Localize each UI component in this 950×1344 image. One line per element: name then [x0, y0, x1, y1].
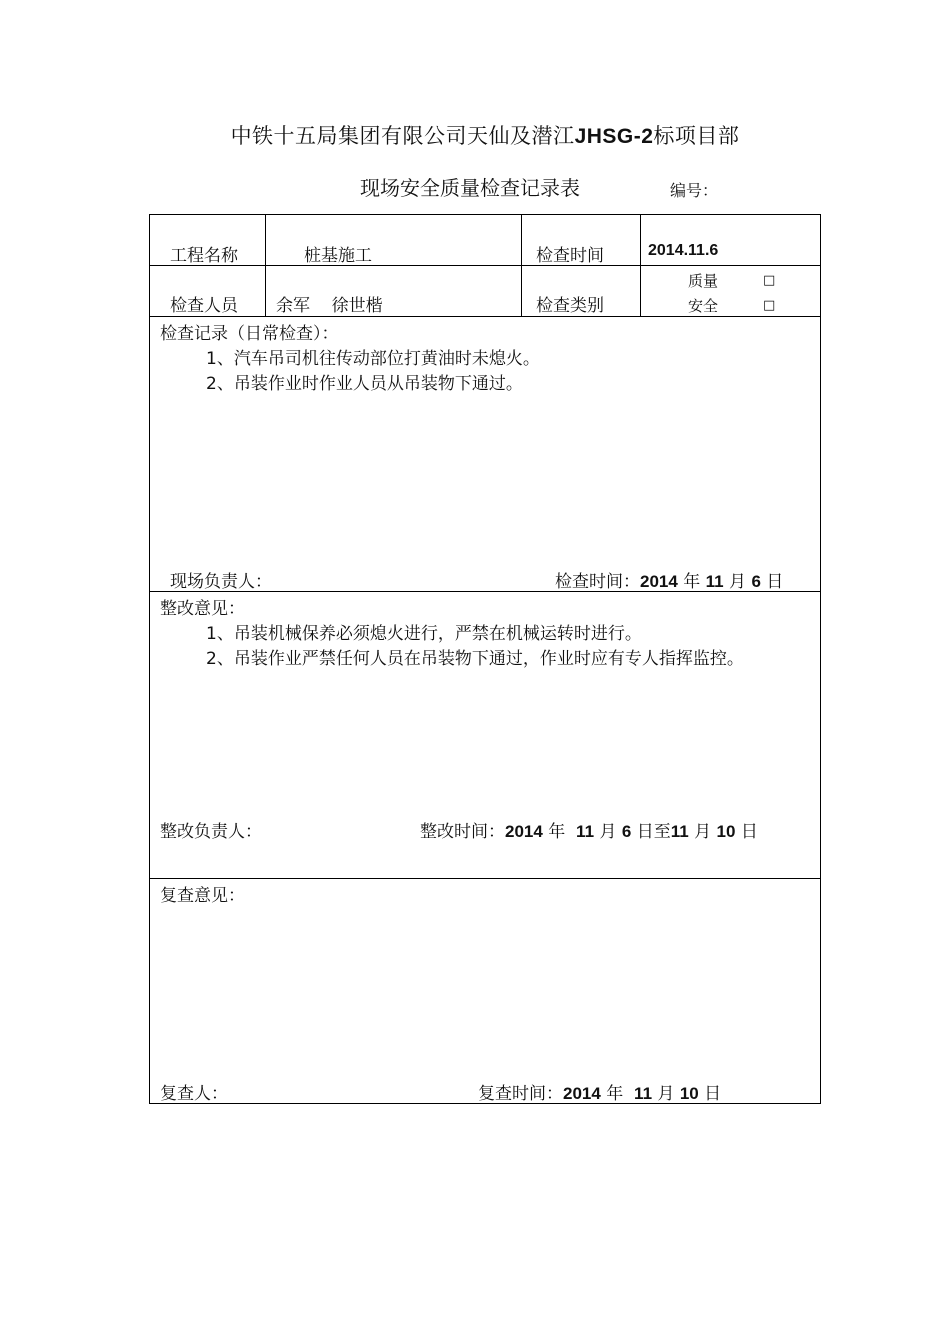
- review-heading: 复查意见：: [160, 886, 245, 906]
- site-manager-label: 现场负责人：: [170, 572, 272, 592]
- record-day: 6: [751, 572, 761, 591]
- record-heading: 检查记录（日常检查）：: [160, 324, 339, 344]
- record-year: 2014: [640, 572, 678, 591]
- rectify-time-label: 整改时间：: [420, 822, 505, 842]
- record-check-time-label: 检查时间：: [555, 572, 640, 592]
- option-quality-label: 质量: [688, 272, 719, 290]
- column-divider: [640, 215, 641, 316]
- review-time: 复查时间：2014 年 11 月 10 日: [478, 1084, 722, 1104]
- rectify-item: 2、吊装作业严禁任何人员在吊装物下通过，作业时应有专人指挥监控。: [206, 649, 744, 669]
- reviewer-label: 复查人：: [160, 1084, 228, 1104]
- row-divider: [150, 878, 820, 879]
- project-name-value: 桩基施工: [304, 246, 372, 266]
- inspection-time-label: 检查时间: [536, 246, 604, 266]
- option-safety-label: 安全: [688, 297, 719, 315]
- rectify-heading: 整改意见：: [160, 599, 245, 619]
- inspector-value: 余军 徐世楷: [276, 296, 383, 316]
- row-divider: [150, 316, 820, 317]
- review-time-label: 复查时间：: [478, 1084, 563, 1104]
- safety-checkbox[interactable]: □: [763, 298, 776, 313]
- record-check-time: 检查时间：2014 年 11 月 6 日: [555, 572, 784, 592]
- row-divider: [150, 265, 820, 266]
- column-divider: [265, 215, 266, 316]
- rectify-time: 整改时间：2014 年 11 月 6 日至11 月 10 日: [420, 822, 758, 842]
- column-divider: [521, 215, 522, 316]
- record-item: 2、吊装作业时作业人员从吊装物下通过。: [206, 374, 523, 394]
- inspection-category-label: 检查类别: [536, 296, 604, 316]
- title-prefix: 中铁十五局集团有限公司天仙及潜江: [230, 124, 575, 148]
- title-suffix: 标项目部: [653, 124, 740, 148]
- inspector-label: 检查人员: [170, 296, 238, 316]
- document-title: [0, 120, 950, 150]
- record-month: 11: [705, 572, 724, 591]
- rectify-item: 1、吊装机械保养必须熄火进行，严禁在机械运转时进行。: [206, 624, 642, 644]
- record-item: 1、汽车吊司机往传动部位打黄油时未熄火。: [206, 349, 540, 369]
- title-code: JHSG-2: [574, 125, 654, 148]
- quality-checkbox[interactable]: □: [763, 273, 776, 288]
- inspection-form-table: [149, 214, 821, 1104]
- form-title: 现场安全质量检查记录表: [360, 176, 580, 200]
- serial-number-label: 编号：: [670, 181, 719, 200]
- rectify-responsible-label: 整改负责人：: [160, 822, 262, 842]
- project-name-label: 工程名称: [170, 246, 238, 266]
- inspection-time-value: 2014.11.6: [648, 242, 719, 259]
